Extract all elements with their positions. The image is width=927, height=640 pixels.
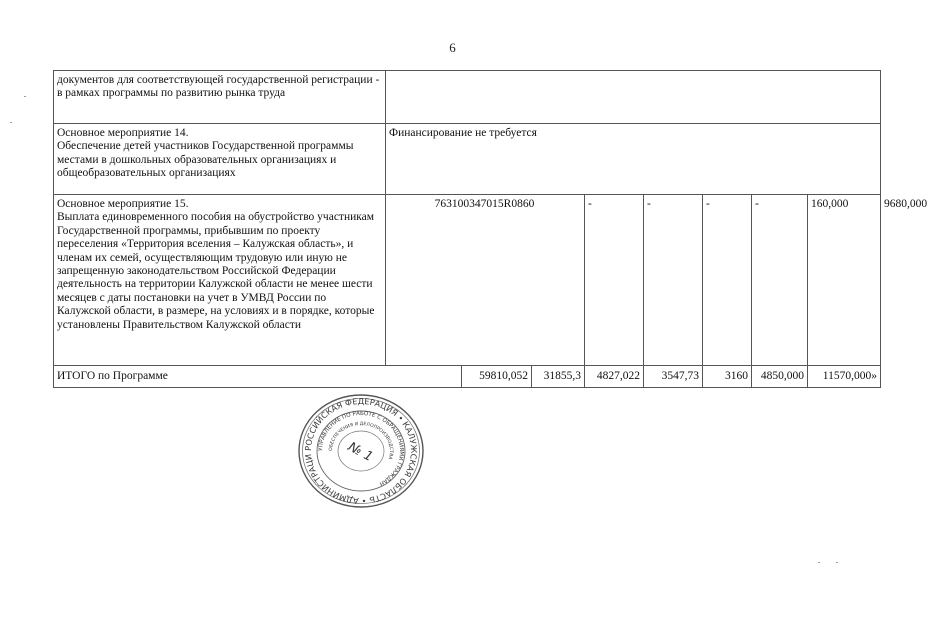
program-table xyxy=(53,70,927,388)
row-description xyxy=(54,124,386,195)
value-cell: - xyxy=(703,195,752,366)
budget-code: 763100347015R0860 xyxy=(386,195,585,366)
seal-graphic xyxy=(296,392,426,510)
official-seal xyxy=(296,392,426,510)
page-number: 6 xyxy=(449,40,456,55)
value-cell: - xyxy=(752,195,808,366)
row-note: Финансирование не требуется xyxy=(386,124,881,195)
value-cell: 160,000 xyxy=(808,195,881,366)
total-label: ИТОГО по Программе xyxy=(54,366,462,388)
total-value: 11570,000» xyxy=(808,366,881,388)
total-value: 31855,3 xyxy=(532,366,585,388)
total-value: 3160 xyxy=(703,366,752,388)
seal-outer-text: РОССИЙСКАЯ ФЕДЕРАЦИЯ • КАЛУЖСКАЯ ОБЛАСТЬ • АДМИНИСТРАЦИ xyxy=(302,395,420,507)
measure-title: Основное мероприятие 14. xyxy=(57,127,189,139)
seal-inner-text: ОБЕСПЕЧЕНИЯ И ДЕЛОПРОИЗВОДСТВА xyxy=(328,421,394,460)
seal-number: № 1 xyxy=(345,439,376,466)
total-value: 4850,000 xyxy=(752,366,808,388)
total-value: 59810,052 xyxy=(462,366,532,388)
value-cell: - xyxy=(585,195,644,366)
row-description: документов для соответствующей государственной регистрации - в рамках программы по развитию рынка труда xyxy=(54,71,386,124)
measure-text: Выплата единовременного пособия на обустройство участникам Государственной программы, прибывшим по проекту переселения «Территория вселения – Калужская область», и членам их семей, осуществляющим трудовую или иную не запрещенную законодательством Российской Федерации деятельность на территории Калужской области не менее шести месяцев с даты постановки на учет в УМВД России по Калужской области, в размере, на условиях и в порядке, которые установлены Правительством Калужской области xyxy=(57,211,375,331)
table-row xyxy=(54,124,881,195)
value-cell: - xyxy=(644,195,703,366)
table-row: Основное мероприятие 15. Выплата единовременного пособия на обустройство участникам Государственной программы, прибывшим по проекту переселения «Территория вселения – Калужская область», и членам их семей, осуществляющим трудовую или иную не запрещенную законодательством Российской Федерации деятельность на территории Калужской области не менее шести месяцев с даты постановки на учет в УМВД России по Калужской области, в размере, на условиях и в порядке, которые установлены Правительством Калужской области 763100347015R0860 - - - - 160,000 9680,000 xyxy=(54,195,881,366)
table-row xyxy=(54,71,881,124)
measure-title: Основное мероприятие 15. xyxy=(57,198,189,210)
total-value: 4827,022 xyxy=(585,366,644,388)
row-note xyxy=(386,71,881,124)
total-value: 3547,73 xyxy=(644,366,703,388)
seal-middle-text: УПРАВЛЕНИЕ ПО РАБОТЕ С ОБРАЩЕНИЯМИ ГРАЖДАН xyxy=(317,410,405,487)
row-description xyxy=(54,195,386,366)
total-row xyxy=(54,366,881,388)
measure-text: Обеспечение детей участников Государственной программы местами в дошкольных образовательных организациях и общеобразовательных организациях xyxy=(57,140,354,180)
